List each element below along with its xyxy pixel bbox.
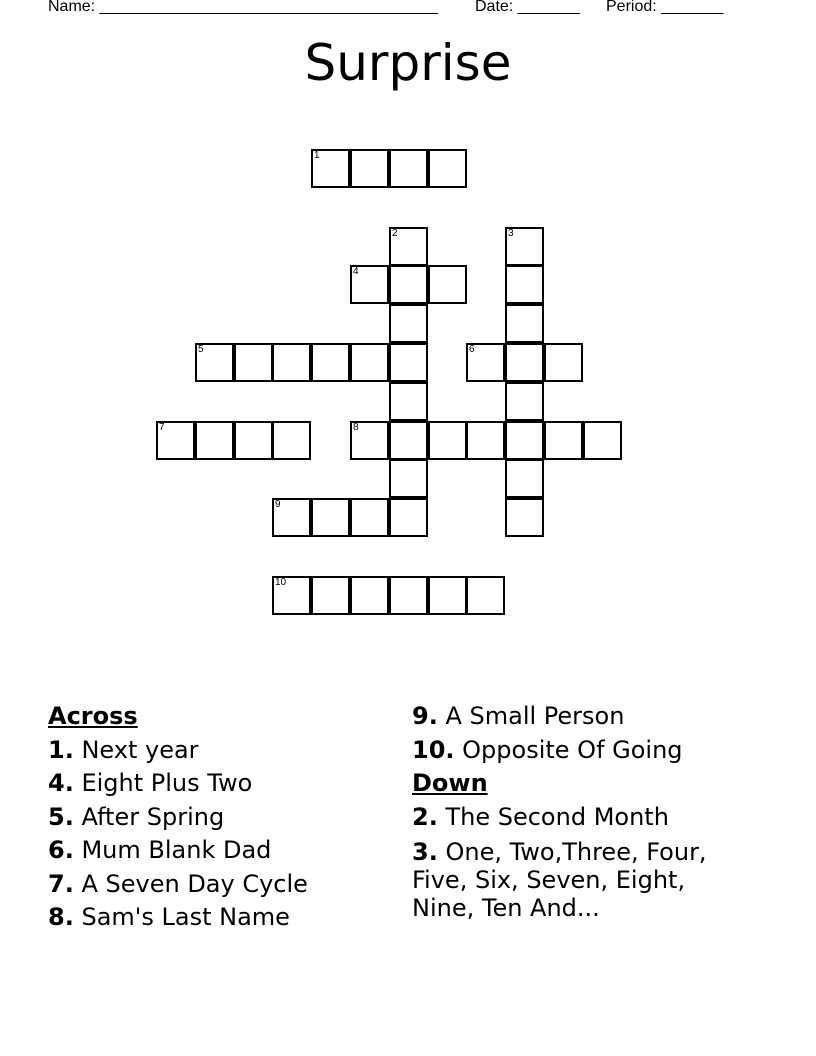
grid-cell[interactable]: [466, 576, 505, 615]
grid-cell[interactable]: [389, 343, 428, 382]
clue-text: Opposite Of Going: [462, 735, 683, 764]
grid-cell[interactable]: [389, 227, 428, 266]
grid-cell[interactable]: [583, 421, 622, 460]
grid-cell[interactable]: [272, 421, 311, 460]
grid-cell[interactable]: [156, 421, 195, 460]
clue-text: Next year: [81, 735, 199, 764]
clue-number: 8.: [48, 903, 74, 931]
cell-number: 6: [469, 344, 475, 355]
date-field[interactable]: Date: _______: [475, 0, 580, 15]
clue-text: Mum Blank Dad: [81, 836, 272, 864]
grid-cell[interactable]: [350, 343, 389, 382]
grid-cell[interactable]: [505, 227, 544, 266]
clue-across-7: [48, 868, 388, 902]
grid-cell[interactable]: [234, 343, 273, 382]
grid-cell[interactable]: [428, 421, 467, 460]
clue-text: A Seven Day Cycle: [81, 869, 308, 898]
grid-cell[interactable]: [272, 343, 311, 382]
grid-cell[interactable]: [505, 304, 544, 343]
cell-number: 5: [198, 344, 204, 355]
grid-cell[interactable]: [505, 498, 544, 537]
grid-cell[interactable]: [505, 265, 544, 304]
grid-cell[interactable]: [389, 498, 428, 537]
grid-cell[interactable]: [428, 576, 467, 615]
grid-cell[interactable]: [544, 343, 583, 382]
grid-cell[interactable]: [311, 576, 350, 615]
cell-number: 1: [314, 150, 320, 161]
grid-cell[interactable]: [544, 421, 583, 460]
grid-cell[interactable]: [466, 343, 505, 382]
clue-number: 10.: [412, 735, 455, 764]
grid-cell[interactable]: [195, 421, 234, 460]
grid-cell[interactable]: [195, 343, 234, 382]
grid-cell[interactable]: [389, 459, 428, 498]
grid-cell[interactable]: [505, 459, 544, 498]
name-field[interactable]: Name: ______________________________________: [48, 0, 438, 15]
grid-cell[interactable]: [311, 149, 350, 188]
clue-text: A Small Person: [445, 702, 625, 730]
clue-across-9: [412, 700, 752, 734]
grid-cell[interactable]: [234, 421, 273, 460]
cell-number: 10: [275, 577, 287, 588]
puzzle-title: Surprise: [304, 34, 512, 92]
grid-cell[interactable]: [272, 498, 311, 537]
clue-text: Sam's Last Name: [81, 903, 290, 931]
clue-text: The Second Month: [445, 802, 669, 831]
grid-cell[interactable]: [389, 265, 428, 304]
clue-number: 6.: [48, 836, 74, 864]
grid-cell[interactable]: [350, 421, 389, 460]
clue-number: 4.: [48, 769, 74, 797]
cell-number: 7: [159, 422, 165, 433]
grid-cell[interactable]: [389, 421, 428, 460]
grid-cell[interactable]: [505, 343, 544, 382]
grid-cell[interactable]: [272, 576, 311, 615]
down-heading: Down: [412, 769, 488, 797]
clue-across-6: [48, 834, 388, 868]
grid-cell[interactable]: [505, 382, 544, 421]
clue-text: Eight Plus Two: [81, 769, 253, 797]
grid-cell[interactable]: [389, 149, 428, 188]
cell-number: 2: [392, 228, 398, 239]
grid-cell[interactable]: [350, 149, 389, 188]
clue-across-5: [48, 801, 388, 835]
grid-cell[interactable]: [428, 149, 467, 188]
clue-across-1: [48, 734, 388, 768]
grid-cell[interactable]: [389, 382, 428, 421]
clue-number: 7.: [48, 869, 74, 898]
grid-cell[interactable]: [350, 265, 389, 304]
clue-down-2: [412, 801, 752, 835]
period-field[interactable]: Period: _______: [606, 0, 724, 15]
clue-text: After Spring: [81, 802, 225, 831]
clue-number: 3.: [412, 838, 438, 866]
cell-number: 9: [275, 499, 281, 510]
cell-number: 4: [353, 266, 359, 277]
grid-cell[interactable]: [466, 421, 505, 460]
cell-number: 3: [508, 228, 514, 239]
grid-cell[interactable]: [428, 265, 467, 304]
clue-across-8: [48, 901, 388, 935]
grid-cell[interactable]: [311, 343, 350, 382]
grid-cell[interactable]: [505, 421, 544, 460]
clue-text: One, Two,Three, Four, Five, Six, Seven, Eight, Nine, Ten And...: [412, 838, 707, 922]
grid-cell[interactable]: [311, 498, 350, 537]
clue-down-3: [412, 834, 752, 922]
across-heading: Across: [48, 702, 138, 730]
clue-number: 2.: [412, 802, 438, 831]
clue-across-10: [412, 734, 752, 768]
grid-cell[interactable]: [350, 498, 389, 537]
clue-number: 9.: [412, 702, 438, 730]
clues-column-right: [412, 700, 752, 922]
cell-number: 8: [353, 422, 359, 433]
clue-number: 1.: [48, 735, 74, 764]
grid-cell[interactable]: [389, 576, 428, 615]
clues-column-left: [48, 700, 388, 935]
grid-cell[interactable]: [350, 576, 389, 615]
clue-across-4: [48, 767, 388, 801]
clue-number: 5.: [48, 802, 74, 831]
grid-cell[interactable]: [389, 304, 428, 343]
